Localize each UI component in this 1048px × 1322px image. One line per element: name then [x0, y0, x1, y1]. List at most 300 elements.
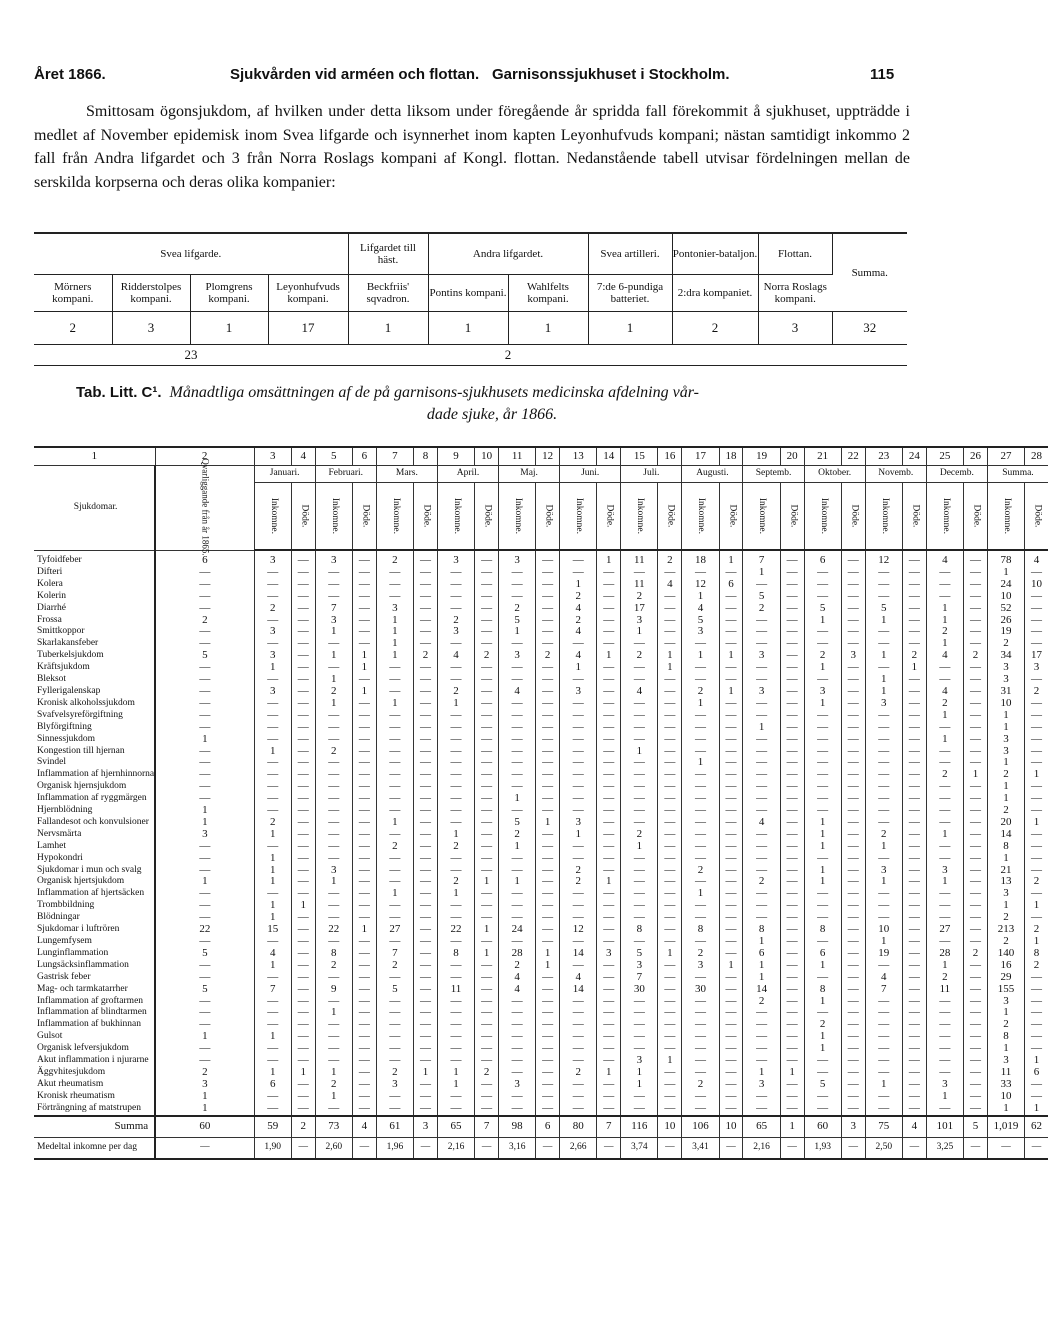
cell-value: —	[560, 805, 597, 817]
cell-value: —	[1031, 851, 1043, 864]
cell-value: —	[865, 579, 902, 591]
cell-value: —	[963, 626, 987, 638]
cell-value: —	[291, 710, 315, 722]
cell-value: —	[926, 567, 963, 579]
cell-value: —	[841, 579, 865, 591]
cell-value: —	[499, 1091, 536, 1103]
dode-header	[658, 483, 682, 551]
cell-value: —	[536, 853, 560, 865]
cell-value: —	[963, 960, 987, 972]
cell-value: 1	[254, 829, 291, 841]
cell-value: —	[780, 757, 804, 769]
cell-value: —	[865, 710, 902, 722]
cell-value: —	[926, 1019, 963, 1031]
cell-value: —	[865, 1091, 902, 1103]
cell-value: —	[780, 603, 804, 615]
summary-value: 1	[348, 312, 428, 345]
table-row	[34, 626, 1048, 638]
cell-value: —	[291, 984, 315, 996]
cell-value: 11	[621, 579, 658, 591]
cell-value: 1	[1033, 768, 1040, 781]
cell-value: —	[597, 626, 621, 638]
cell-value: —	[315, 1031, 352, 1043]
cell-value: —	[597, 1079, 621, 1091]
cell-value: —	[560, 1091, 597, 1103]
cell-value: 2	[926, 769, 963, 781]
cell-value: —	[536, 1007, 560, 1019]
cell-value: —	[352, 1031, 376, 1043]
cell-value: —	[682, 841, 719, 853]
cell-value: —	[719, 710, 743, 722]
cell-value: —	[499, 996, 536, 1008]
cell-value: —	[291, 769, 315, 781]
cell-value: —	[413, 817, 437, 829]
cell-value: 1	[719, 550, 743, 567]
cell-value: 1	[865, 876, 902, 888]
cell-value: —	[475, 686, 499, 698]
cell-value: —	[352, 626, 376, 638]
cell-value: —	[841, 698, 865, 710]
cell-value: —	[597, 960, 621, 972]
cell-value: —	[963, 924, 987, 936]
cell-value: —	[719, 567, 743, 579]
table-row	[34, 591, 1048, 603]
cell-value: 1	[621, 746, 658, 758]
inkomne-header	[376, 483, 413, 551]
cell-value: 1	[597, 650, 621, 662]
cell-value: —	[597, 793, 621, 805]
cell-value: 1	[987, 900, 1024, 912]
cell-value: —	[719, 638, 743, 650]
cell-value: —	[291, 1007, 315, 1019]
cell-value: —	[413, 638, 437, 650]
cell-value: —	[621, 1019, 658, 1031]
group-lifgardet-hast: Lifgardet till häst.	[348, 233, 428, 275]
subheader-text: Döde.	[421, 504, 432, 528]
cell-value: —	[841, 1019, 865, 1031]
disease-name: Nervsmärta	[34, 829, 155, 841]
cell-value: —	[560, 1043, 597, 1055]
cell-value: 2	[499, 960, 536, 972]
cell-value: —	[621, 662, 658, 674]
cell-value: —	[902, 674, 926, 686]
cell-value: 2	[682, 865, 719, 877]
cell-value: 28	[499, 948, 536, 960]
cell-value: —	[719, 865, 743, 877]
cell-value: 10	[987, 1091, 1024, 1103]
disease-name: Kronisk alkoholssjukdom	[34, 698, 155, 710]
cell-value: —	[926, 722, 963, 734]
cell-value: 4	[743, 817, 780, 829]
cell-value: —	[352, 841, 376, 853]
cell-value: 14	[987, 829, 1024, 841]
cell-value: —	[658, 1007, 682, 1019]
cell-value: 1	[499, 876, 536, 888]
cell-value: —	[437, 734, 474, 746]
cell-value: —	[719, 805, 743, 817]
cell-value: —	[376, 876, 413, 888]
cell-value: —	[291, 817, 315, 829]
cell-value: 3	[804, 686, 841, 698]
cell-value: —	[499, 722, 536, 734]
cell-value: —	[352, 817, 376, 829]
cell-value: —	[413, 615, 437, 627]
cell-value: —	[413, 853, 437, 865]
cell-value: —	[437, 1007, 474, 1019]
cell-value: —	[658, 960, 682, 972]
cell-value: —	[413, 686, 437, 698]
cell-value: —	[841, 1091, 865, 1103]
cell-value: 1	[254, 662, 291, 674]
sum-value: 116	[621, 1116, 658, 1138]
sum-value: 7	[597, 1116, 621, 1138]
cell-value: 6	[155, 550, 254, 567]
cell-value: —	[254, 841, 291, 853]
cell-value: —	[597, 1031, 621, 1043]
cell-value: —	[560, 550, 597, 567]
cell-value: —	[621, 876, 658, 888]
cell-value: —	[475, 1055, 499, 1067]
cell-value: —	[475, 550, 499, 567]
company-2dra: 2:dra kompaniet.	[672, 275, 758, 312]
cell-value: 8	[315, 948, 352, 960]
cell-value: 2	[963, 948, 987, 960]
cell-value: 2	[987, 936, 1024, 948]
cell-value: —	[963, 1055, 987, 1067]
cell-value: —	[536, 1103, 560, 1116]
cell-value: —	[536, 686, 560, 698]
cell-value: 2	[621, 829, 658, 841]
cell-value: 5	[155, 984, 254, 996]
dode-header	[963, 483, 987, 551]
cell-value: —	[926, 579, 963, 591]
cell-value: 24	[499, 924, 536, 936]
disease-name: Organisk hjertsjukdom	[34, 876, 155, 888]
disease-name: Inflammation af bukhinnan	[34, 1019, 155, 1031]
cell-value: 1	[437, 1079, 474, 1091]
cell-value: —	[536, 900, 560, 912]
cell-value: 4	[926, 686, 963, 698]
cell-value: —	[536, 579, 560, 591]
cell-value: —	[902, 638, 926, 650]
cell-value: —	[413, 781, 437, 793]
cell-value: 1	[315, 626, 352, 638]
cell-value: —	[865, 912, 902, 924]
cell-value: —	[536, 1031, 560, 1043]
cell-value: —	[499, 591, 536, 603]
cell-value: —	[291, 876, 315, 888]
table-row	[34, 722, 1048, 734]
cell-value: —	[536, 757, 560, 769]
cell-value: —	[719, 972, 743, 984]
cell-value: —	[780, 781, 804, 793]
table-row	[34, 793, 1048, 805]
cell-value: —	[499, 1007, 536, 1019]
cell-value: —	[376, 1043, 413, 1055]
cell-value: —	[352, 591, 376, 603]
cell-value: 1	[987, 853, 1024, 865]
cell-value: —	[437, 710, 474, 722]
disease-name: Akut inflammation i njurarne	[34, 1055, 155, 1067]
cell-value: —	[865, 996, 902, 1008]
cell-value: 22	[437, 924, 474, 936]
cell-value: —	[560, 900, 597, 912]
cell-value: 3	[254, 650, 291, 662]
cell-value: —	[743, 1103, 780, 1116]
cell-value: 6	[804, 948, 841, 960]
cell-value: 1	[315, 698, 352, 710]
cell-value: —	[926, 936, 963, 948]
column-number: 16	[658, 447, 682, 466]
summary-value: 1	[588, 312, 672, 345]
cell-value: —	[1031, 637, 1043, 650]
cell-value: —	[902, 912, 926, 924]
cell-value: —	[155, 1007, 254, 1019]
cell-value: —	[352, 876, 376, 888]
cell-value: —	[352, 1055, 376, 1067]
summary-value: 3	[758, 312, 832, 345]
subheader-text: Inkomne.	[940, 497, 951, 535]
cell-value: —	[621, 698, 658, 710]
cell-value: —	[597, 722, 621, 734]
cell-value: —	[315, 996, 352, 1008]
cell-value: —	[597, 841, 621, 853]
cell-value: —	[475, 615, 499, 627]
cell-value: —	[475, 900, 499, 912]
cell-value: —	[682, 710, 719, 722]
cell-value: 3	[621, 960, 658, 972]
cell-value: 1	[155, 1031, 254, 1043]
dode-header	[780, 483, 804, 551]
cell-value: 1	[658, 662, 682, 674]
cell-value: —	[1031, 589, 1043, 602]
cell-value: —	[413, 674, 437, 686]
cell-value: 11	[437, 984, 474, 996]
cell-value: —	[841, 853, 865, 865]
cell-value: —	[926, 996, 963, 1008]
cell-value: —	[621, 638, 658, 650]
average-value: 2,50	[865, 1137, 902, 1159]
cell-value: 1	[155, 734, 254, 746]
cell-value: 5	[804, 603, 841, 615]
cell-value: —	[963, 615, 987, 627]
cell-value: 7	[315, 603, 352, 615]
cell-value: 5	[155, 948, 254, 960]
cell-value: —	[437, 936, 474, 948]
cell-value: —	[155, 1019, 254, 1031]
cell-value: —	[437, 746, 474, 758]
cell-value: —	[743, 638, 780, 650]
cell-value: —	[155, 865, 254, 877]
company-beckfriis: Beckfriis' sqvadron.	[348, 275, 428, 312]
cell-value: —	[499, 781, 536, 793]
subheader-text: Döde.	[665, 504, 676, 528]
cell-value: —	[743, 674, 780, 686]
cell-value: —	[437, 996, 474, 1008]
cell-value: —	[902, 1055, 926, 1067]
cell-value: —	[1031, 804, 1043, 817]
subheader-text: Inkomne.	[879, 497, 890, 535]
cell-value: —	[560, 888, 597, 900]
column-number: 5	[315, 447, 352, 466]
cell-value: —	[1031, 565, 1043, 578]
column-number: 12	[536, 447, 560, 466]
cell-value: 1	[475, 924, 499, 936]
disease-name: Sjukdomar i mun och svalg	[34, 865, 155, 877]
cell-value: 28	[926, 948, 963, 960]
cell-value: 1	[475, 948, 499, 960]
cell-value: —	[963, 550, 987, 567]
cell-value: 1	[315, 1091, 352, 1103]
subheader-text: Inkomne.	[635, 497, 646, 535]
disease-name: Kongestion till hjernan	[34, 746, 155, 758]
cell-value: —	[780, 710, 804, 722]
cell-value: —	[719, 722, 743, 734]
cell-value: —	[682, 912, 719, 924]
group-summa: Summa.	[832, 233, 907, 312]
cell-value: —	[804, 972, 841, 984]
subheader-text: Inkomne.	[1001, 497, 1012, 535]
sum-value: 2	[291, 1116, 315, 1138]
cell-value: —	[254, 1055, 291, 1067]
cell-value: —	[963, 853, 987, 865]
cell-value: —	[597, 662, 621, 674]
cell-value: —	[841, 734, 865, 746]
cell-value: —	[682, 662, 719, 674]
cell-value: —	[804, 746, 841, 758]
cell-value: —	[291, 793, 315, 805]
cell-value: —	[621, 865, 658, 877]
cell-value: 3	[254, 686, 291, 698]
cell-value: —	[475, 603, 499, 615]
cell-value: —	[560, 960, 597, 972]
cell-value: —	[719, 662, 743, 674]
cell-value: —	[1031, 696, 1043, 709]
cell-value: —	[902, 996, 926, 1008]
table-row	[34, 1043, 1048, 1055]
cell-value: —	[315, 1055, 352, 1067]
sum-value: 1	[780, 1116, 804, 1138]
cell-value: —	[475, 769, 499, 781]
cell-value: —	[841, 924, 865, 936]
cell-value: —	[560, 853, 597, 865]
subheader-text: Inkomne.	[574, 497, 585, 535]
cell-value: —	[413, 698, 437, 710]
cell-value: 2	[1033, 684, 1040, 697]
cell-value: —	[475, 960, 499, 972]
cell-value: —	[254, 769, 291, 781]
table-row	[34, 984, 1048, 996]
disease-name: Äggvhitesjukdom	[34, 1067, 155, 1079]
cell-value: —	[658, 638, 682, 650]
disease-name: Sjukdomar i luftrören	[34, 924, 155, 936]
cell-value: —	[963, 865, 987, 877]
cell-value: —	[804, 769, 841, 781]
cell-value: —	[841, 638, 865, 650]
cell-value: —	[658, 710, 682, 722]
cell-value: —	[560, 781, 597, 793]
cell-value: —	[841, 710, 865, 722]
cell-value: —	[1031, 1018, 1043, 1031]
cell-value: —	[658, 996, 682, 1008]
cell-value: —	[902, 722, 926, 734]
average-value: —	[841, 1137, 865, 1159]
sum-value: 73	[315, 1116, 352, 1138]
cell-value: 7	[621, 972, 658, 984]
cell-value: 1	[413, 1067, 437, 1079]
cell-value: —	[658, 626, 682, 638]
cell-value: —	[536, 769, 560, 781]
cell-value: —	[352, 550, 376, 567]
cell-value: —	[902, 936, 926, 948]
cell-value: —	[536, 805, 560, 817]
cell-value: 4	[926, 650, 963, 662]
cell-value: —	[437, 591, 474, 603]
cell-value: —	[841, 757, 865, 769]
cell-value: 2	[560, 865, 597, 877]
cell-value: —	[743, 912, 780, 924]
cell-value: —	[536, 722, 560, 734]
cell-value: —	[963, 662, 987, 674]
cell-value: 1	[376, 888, 413, 900]
cell-value: —	[597, 936, 621, 948]
column-number: 10	[475, 447, 499, 466]
cell-value: 1	[621, 841, 658, 853]
cell-value: —	[719, 900, 743, 912]
cell-value: —	[536, 1091, 560, 1103]
inkomne-header	[865, 483, 902, 551]
cell-value: —	[254, 638, 291, 650]
average-value: —	[291, 1137, 315, 1159]
disease-name: Inflammation af hjertsäcken	[34, 888, 155, 900]
cell-value: 1	[926, 710, 963, 722]
cell-value: —	[291, 1031, 315, 1043]
disease-name: Tuberkelsjukdom	[34, 650, 155, 662]
cell-value: —	[352, 793, 376, 805]
cell-value: —	[560, 698, 597, 710]
disease-name: Frossa	[34, 615, 155, 627]
cell-value: 13	[987, 876, 1024, 888]
disease-name: Trombbildning	[34, 900, 155, 912]
cell-value: 1	[865, 936, 902, 948]
cell-value: —	[902, 805, 926, 817]
cell-value: —	[743, 1019, 780, 1031]
cell-value: —	[902, 769, 926, 781]
cell-value: —	[376, 1091, 413, 1103]
cell-value: 3	[376, 603, 413, 615]
cell-value: —	[804, 912, 841, 924]
dode-header	[597, 483, 621, 551]
month-header: Juni.	[560, 466, 621, 483]
cell-value: 5	[865, 603, 902, 615]
disease-name: Blyförgiftning	[34, 722, 155, 734]
cell-value: 5	[376, 984, 413, 996]
cell-value: —	[291, 746, 315, 758]
cell-value: —	[1031, 792, 1043, 805]
cell-value: —	[841, 900, 865, 912]
cell-value: —	[315, 734, 352, 746]
cell-value: —	[413, 734, 437, 746]
cell-value: —	[536, 936, 560, 948]
cell-value: 4	[560, 626, 597, 638]
cell-value: —	[865, 638, 902, 650]
cell-value: 1	[291, 1067, 315, 1079]
table-row	[34, 1007, 1048, 1019]
cell-value: —	[865, 662, 902, 674]
cell-value: —	[780, 698, 804, 710]
cell-value: —	[658, 1019, 682, 1031]
cell-value: 1	[437, 698, 474, 710]
